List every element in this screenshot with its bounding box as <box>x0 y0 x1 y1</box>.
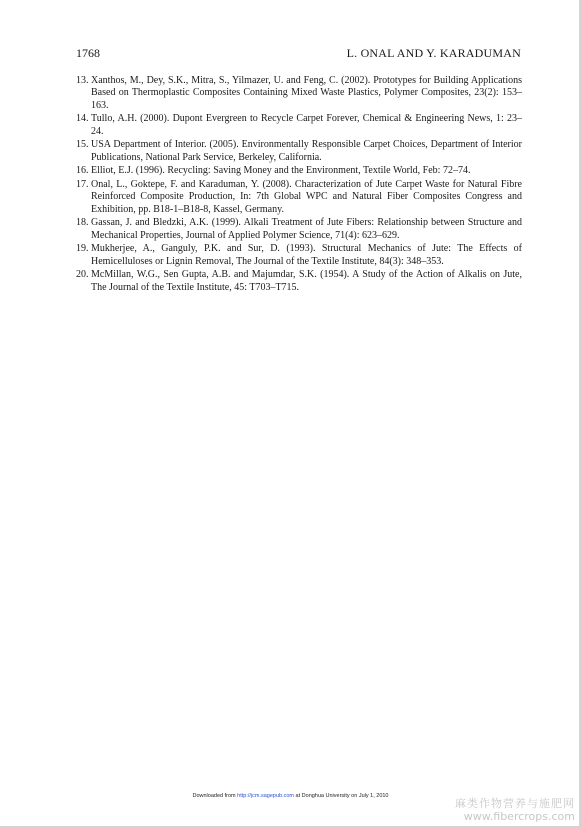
running-head-authors: L. ONAL AND Y. KARADUMAN <box>346 46 521 60</box>
reference-item <box>76 165 522 177</box>
reference-number: 14. <box>76 113 89 125</box>
reference-number: 19. <box>76 243 89 255</box>
reference-text: Mukherjee, A., Ganguly, P.K. and Sur, D. (1993). Structural Mechanics of Jute: The Effects of Hemicelluloses or Lignin Removal, The Journal of the Textile Institute, 84(3): 348–353. <box>91 243 522 267</box>
journal-link[interactable]: http://jcm.sagepub.com <box>237 793 295 799</box>
watermark <box>455 797 575 823</box>
reference-item <box>76 75 522 112</box>
reference-text: McMillan, W.G., Sen Gupta, A.B. and Majumdar, S.K. (1954). A Study of the Action of Alkalis on Jute, The Journal of the Textile Institute, 45: T703–T715. <box>91 269 522 293</box>
download-suffix: at Donghua University on July 1, 2010 <box>295 793 389 799</box>
reference-text: Onal, L., Goktepe, F. and Karaduman, Y. (2008). Characterization of Jute Carpet Waste for Natural Fibre Reinforced Composite Production, In: 7th Global WPC and Natural Fiber Composites Congress and Exhibition, pp. B18-1–B18-8, Kassel, Germany. <box>91 179 522 215</box>
reference-item <box>76 113 522 138</box>
reference-item <box>76 243 522 268</box>
reference-text: Elliot, E.J. (1996). Recycling: Saving Money and the Environment, Textile World, Feb: 72–74. <box>91 165 471 177</box>
running-header <box>76 46 521 60</box>
watermark-chinese: 麻类作物营养与施肥网 <box>455 797 575 810</box>
reference-text: Gassan, J. and Bledzki, A.K. (1999). Alkali Treatment of Jute Fibers: Relationship between Structure and Mechanical Properties, Journal of Applied Polymer Science, 71(4): 623–629. <box>91 217 522 241</box>
reference-number: 17. <box>76 179 89 190</box>
reference-item <box>76 179 522 216</box>
reference-list <box>76 75 522 295</box>
reference-number: 18. <box>76 217 89 229</box>
reference-text: Xanthos, M., Dey, S.K., Mitra, S., Yilmazer, U. and Feng, C. (2002). Prototypes for Building Applications Based on Thermoplastic Composites Containing Mixed Waste Plastics, Polymer Composites, 23(2): 153–163. <box>91 75 522 111</box>
reference-item <box>76 139 522 164</box>
download-prefix: Downloaded from <box>192 793 236 799</box>
reference-number: 13. <box>76 75 89 86</box>
reference-item <box>76 217 522 242</box>
page-number: 1768 <box>76 46 100 60</box>
reference-number: 15. <box>76 139 89 151</box>
reference-text: Tullo, A.H. (2000). Dupont Evergreen to Recycle Carpet Forever, Chemical & Engineering News, 1: 23–24. <box>91 113 522 137</box>
reference-item <box>76 269 522 294</box>
watermark-url: www.fibercrops.com <box>463 810 575 823</box>
reference-text: USA Department of Interior. (2005). Environmentally Responsible Carpet Choices, Department of Interior Publications, National Park Service, Berkeley, California. <box>91 139 522 163</box>
reference-number: 16. <box>76 165 89 177</box>
reference-number: 20. <box>76 269 89 281</box>
